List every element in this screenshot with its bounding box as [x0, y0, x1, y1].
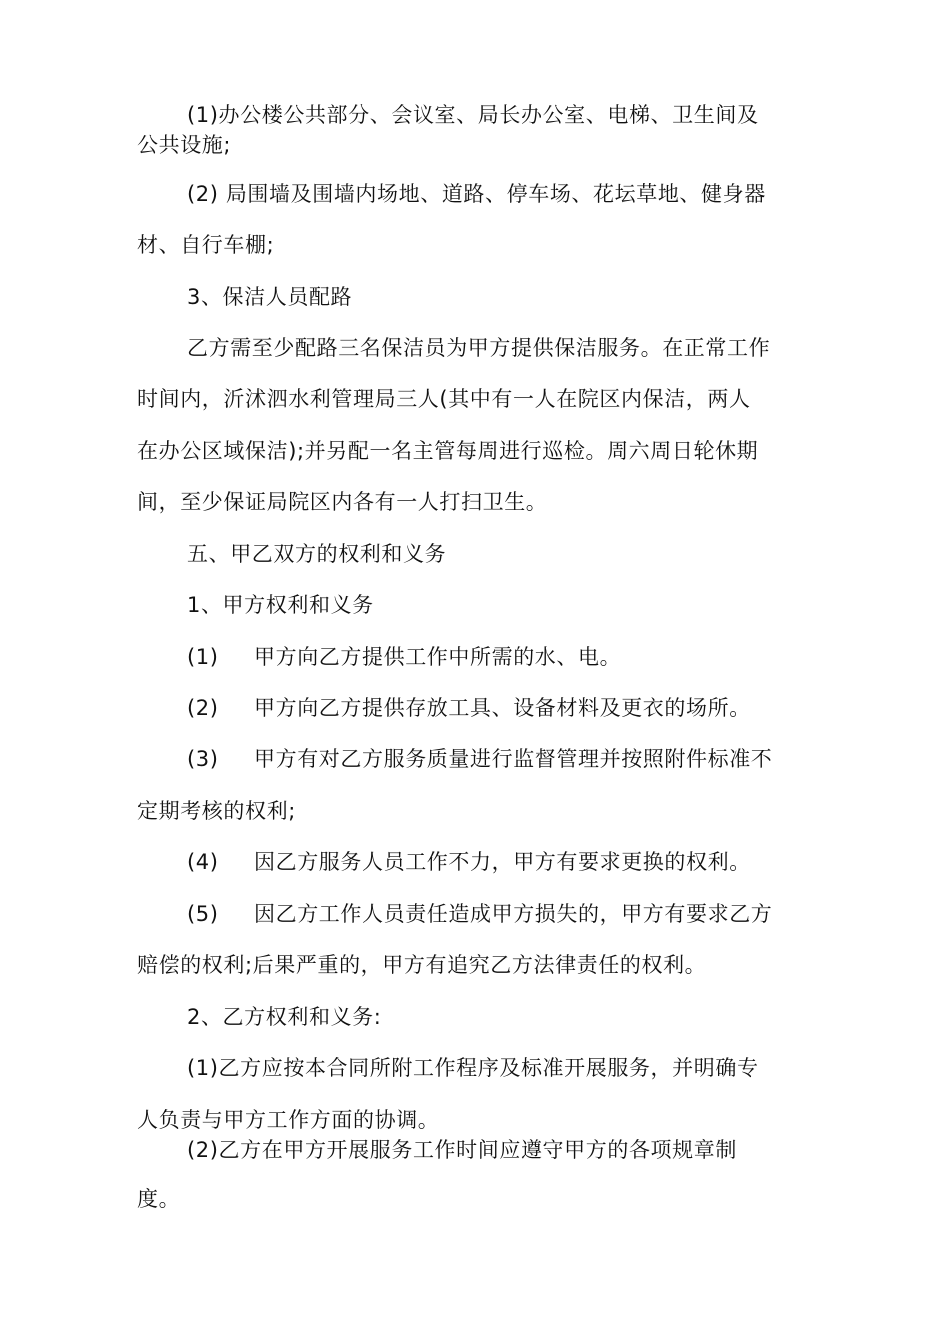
text-line: 定期考核的权利; [137, 799, 296, 823]
text-line: 乙方需至少配路三名保洁员为甲方提供保洁服务。在正常工作 [187, 336, 771, 360]
text-line: 公共设施; [137, 133, 232, 157]
list-item-number: (5) [187, 902, 219, 926]
text-line: 赔偿的权利;后果严重的，甲方有追究乙方法律责任的权利。 [137, 953, 707, 977]
list-item-text: 因乙方工作人员责任造成甲方损失的，甲方有要求乙方 [254, 902, 773, 926]
list-item-text: 甲方向乙方提供工作中所需的水、电。 [254, 645, 622, 669]
section-heading: 五、甲乙双方的权利和义务 [187, 542, 447, 566]
text-line: 间，至少保证局院区内各有一人打扫卫生。 [137, 490, 548, 514]
section-heading: 3、保洁人员配路 [187, 285, 353, 309]
text-line: 在办公区域保洁);并另配一名主管每周进行巡检。周六周日轮休期 [137, 439, 759, 463]
section-heading: 1、甲方权利和义务 [187, 593, 374, 617]
text-line: 人负责与甲方工作方面的协调。 [137, 1108, 440, 1132]
list-item [187, 900, 772, 928]
list-item-text: 因乙方服务人员工作不力，甲方有要求更换的权利。 [254, 850, 751, 874]
text-line: 度。 [137, 1187, 181, 1211]
list-item [187, 745, 772, 773]
text-line: (1)乙方应按本合同所附工作程序及标准开展服务，并明确专 [187, 1056, 759, 1080]
list-item-number: (3) [187, 747, 219, 771]
section-heading: 2、乙方权利和义务: [187, 1005, 382, 1029]
list-item [187, 848, 751, 876]
text-line: (1)办公楼公共部分、会议室、局长办公室、电梯、卫生间及 [187, 103, 759, 127]
list-item [187, 694, 751, 722]
list-item-text: 甲方向乙方提供存放工具、设备材料及更衣的场所。 [254, 696, 751, 720]
text-line: 材、自行车棚; [137, 233, 275, 257]
list-item-number: (4) [187, 850, 219, 874]
list-item-text: 甲方有对乙方服务质量进行监督管理并按照附件标准不 [254, 747, 773, 771]
list-item-number: (1) [187, 645, 219, 669]
list-item-number: (2) [187, 696, 219, 720]
list-item [187, 643, 621, 671]
text-line: (2)乙方在甲方开展服务工作时间应遵守甲方的各项规章制 [187, 1138, 737, 1162]
text-line: (2) 局围墙及围墙内场地、道路、停车场、花坛草地、健身器 [187, 182, 766, 206]
text-line: 时间内，沂沭泗水利管理局三人(其中有一人在院区内保洁，两人 [137, 387, 751, 411]
